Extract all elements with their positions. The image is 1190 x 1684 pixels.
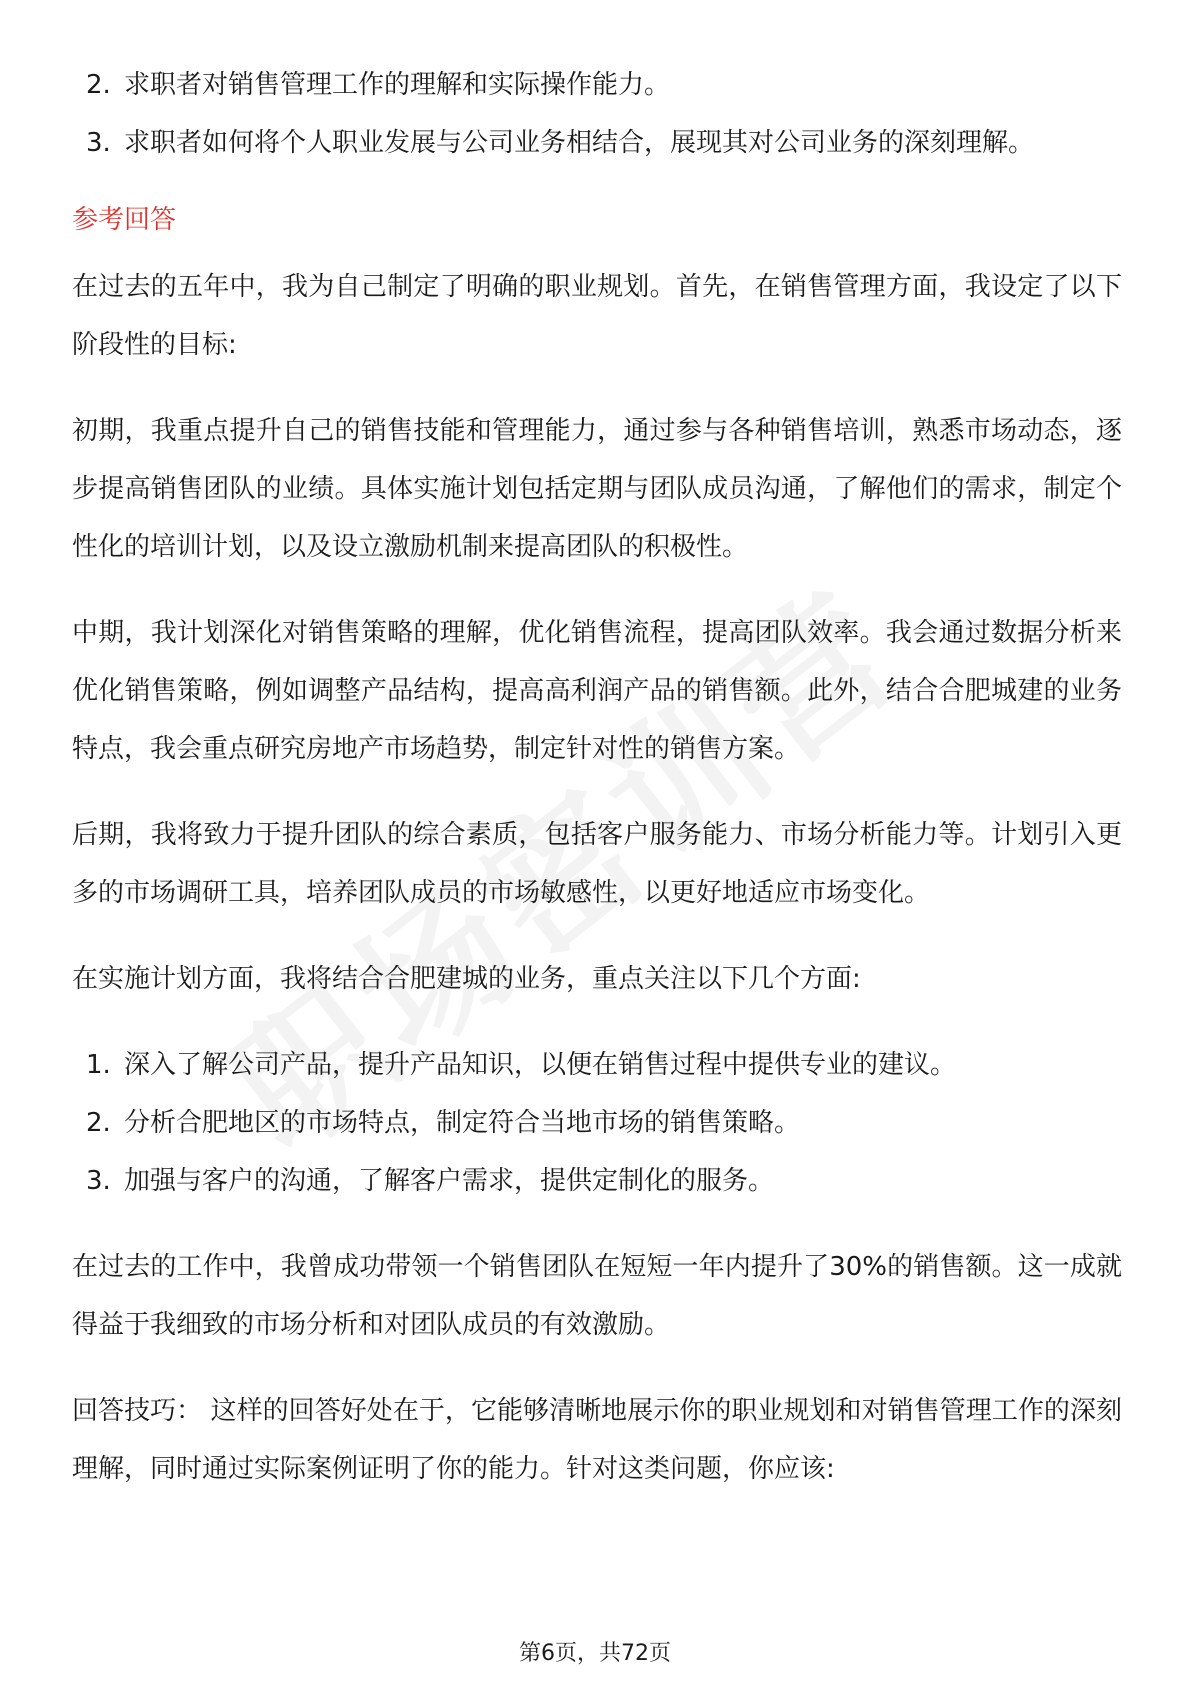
tips-paragraph: 回答技巧： 这样的回答好处在于，它能够清晰地展示你的职业规划和对销售管理工作的深刻理解，同时通过实际案例证明了你的能力。针对这类问题，你应该: xyxy=(72,1396,1122,1484)
top-numbered-list xyxy=(72,56,1122,172)
list-item xyxy=(72,1036,1122,1094)
paragraph: 初期，我重点提升自己的销售技能和管理能力，通过参与各种销售培训，熟悉市场动态，逐步提高销售团队的业绩。具体实施计划包括定期与团队成员沟通，了解他们的需求，制定个性化的培训计划，以及设立激励机制来提高团队的积极性。 xyxy=(72,416,1122,562)
list-text: 深入了解公司产品，提升产品知识，以便在销售过程中提供专业的建议。 xyxy=(124,1050,957,1080)
paragraph: 在过去的五年中，我为自己制定了明确的职业规划。首先，在销售管理方面，我设定了以下阶段性的目标: xyxy=(72,272,1122,360)
list-text: 求职者对销售管理工作的理解和实际操作能力。 xyxy=(124,70,671,100)
paragraph: 在实施计划方面，我将结合合肥建城的业务，重点关注以下几个方面: xyxy=(72,964,861,994)
list-number: 3. xyxy=(86,128,111,158)
list-item xyxy=(72,56,1122,114)
paragraph: 后期，我将致力于提升团队的综合素质，包括客户服务能力、市场分析能力等。计划引入更多的市场调研工具，培养团队成员的市场敏感性，以更好地适应市场变化。 xyxy=(72,820,1122,908)
document-body xyxy=(72,56,1122,1526)
paragraph: 中期，我计划深化对销售策略的理解，优化销售流程，提高团队效率。我会通过数据分析来优化销售策略，例如调整产品结构，提高高利润产品的销售额。此外，结合合肥城建的业务特点，我会重点研究房地产市场趋势，制定针对性的销售方案。 xyxy=(72,618,1122,764)
list-number: 1. xyxy=(86,1050,111,1080)
list-text: 分析合肥地区的市场特点，制定符合当地市场的销售策略。 xyxy=(124,1108,801,1138)
list-item xyxy=(72,1152,1122,1210)
page-footer: 第6页，共72页 xyxy=(519,1641,671,1666)
list-text: 求职者如何将个人职业发展与公司业务相结合，展现其对公司业务的深刻理解。 xyxy=(124,128,1035,158)
list-number: 3. xyxy=(86,1166,111,1196)
list-number: 2. xyxy=(86,70,111,100)
list-item xyxy=(72,1094,1122,1152)
list-text: 加强与客户的沟通，了解客户需求，提供定制化的服务。 xyxy=(124,1166,775,1196)
paragraph: 在过去的工作中，我曾成功带领一个销售团队在短短一年内提升了30%的销售额。这一成就得益于我细致的市场分析和对团队成员的有效激励。 xyxy=(72,1252,1122,1340)
focus-numbered-list xyxy=(72,1036,1122,1210)
section-heading: 参考回答 xyxy=(72,205,177,235)
list-number: 2. xyxy=(86,1108,111,1138)
list-item xyxy=(72,114,1122,172)
